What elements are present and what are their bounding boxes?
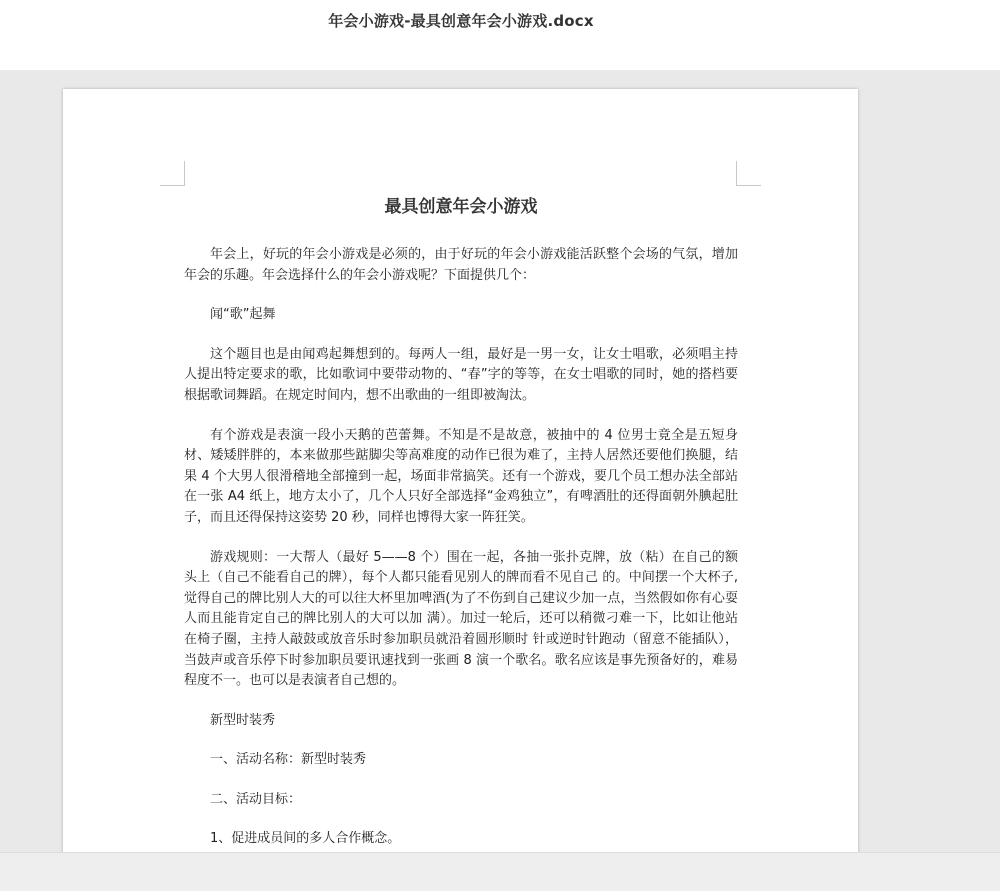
paragraph-goal-item-1: 1、促进成员间的多人合作概念。	[210, 831, 401, 847]
paragraph-card-game-rules: 游戏规则：一大帮人（最好 5——8 个）围在一起，各抽一张扑克牌，放（粘）在自己的额头上（自己不能看自己的牌），每个人都只能看见别人的牌而看不见自己 的。中间摆一个大杯子,觉得自己的牌比别人大的可以往大杯里加啤酒(为了不伤到自己建议少加一点，当然假如你有心耍人而且能肯定自己的牌比别人的大可以加 满）。加过一轮后，还可以稍微刁难一下，比如让他站在椅子圈，主持人敲鼓或放音乐时参加职员就沿着圆形顺时 针或逆时针跑动（留意不能插队），当鼓声或音乐停下时参加职员要讯速找到一张画 8 演一个歌名。歌名应该是事先预备好的，难易程度不一。也可以是表演者自己想的。	[184, 549, 738, 689]
bottom-bar	[0, 852, 1000, 891]
page-content	[184, 189, 738, 869]
paragraph-ballet-game: 有个游戏是表演一段小天鹅的芭蕾舞。不知是不是故意，被抽中的 4 位男士竟全是五短身材、矮矮胖胖的，本来做那些踮脚尖等高难度的动作已很为难了，主持人居然还要他们换腿，结果 4 个大男人很滑稽地全部撞到一起，场面非常搞笑。还有一个游戏，要几个员工想办法全部站在一张 A4 纸上，地方太小了，几个人只好全部选择“金鸡独立”，有啤酒肚的还得面朝外腆起肚子，而且还得保持这姿势 20 秒，同样也博得大家一阵狂笑。	[184, 427, 738, 525]
margin-corner-mark-right	[736, 161, 761, 186]
document-file-title: 年会小游戏-最具创意年会小游戏.docx	[328, 12, 594, 30]
top-bar	[0, 0, 1000, 70]
document-heading: 最具创意年会小游戏	[384, 197, 538, 217]
paragraph-dance-rules: 这个题目也是由闻鸡起舞想到的。每两人一组，最好是一男一女，让女士唱歌，必须唱主持人提出特定要求的歌，比如歌词中要带动物的、“春”字的等等，在女士唱歌的同时，她的搭档要根据歌词舞蹈。在规定时间内，想不出歌曲的一组即被淘汰。	[184, 346, 738, 403]
paragraph-game-title-dance: 闻“歌”起舞	[210, 307, 276, 323]
paragraph-fashion-show-title: 新型时装秀	[210, 712, 276, 728]
document-viewer[interactable]	[0, 70, 1000, 852]
paragraph-activity-name: 一、活动名称：新型时装秀	[210, 752, 367, 768]
document-page	[63, 89, 858, 889]
paragraph-intro: 年会上，好玩的年会小游戏是必须的，由于好玩的年会小游戏能活跃整个会场的气氛，增加年会的乐趣。年会选择什么的年会小游戏呢？下面提供几个：	[184, 247, 738, 283]
margin-corner-mark-left	[160, 161, 185, 186]
paragraph-activity-goal: 二、活动目标：	[210, 791, 302, 807]
